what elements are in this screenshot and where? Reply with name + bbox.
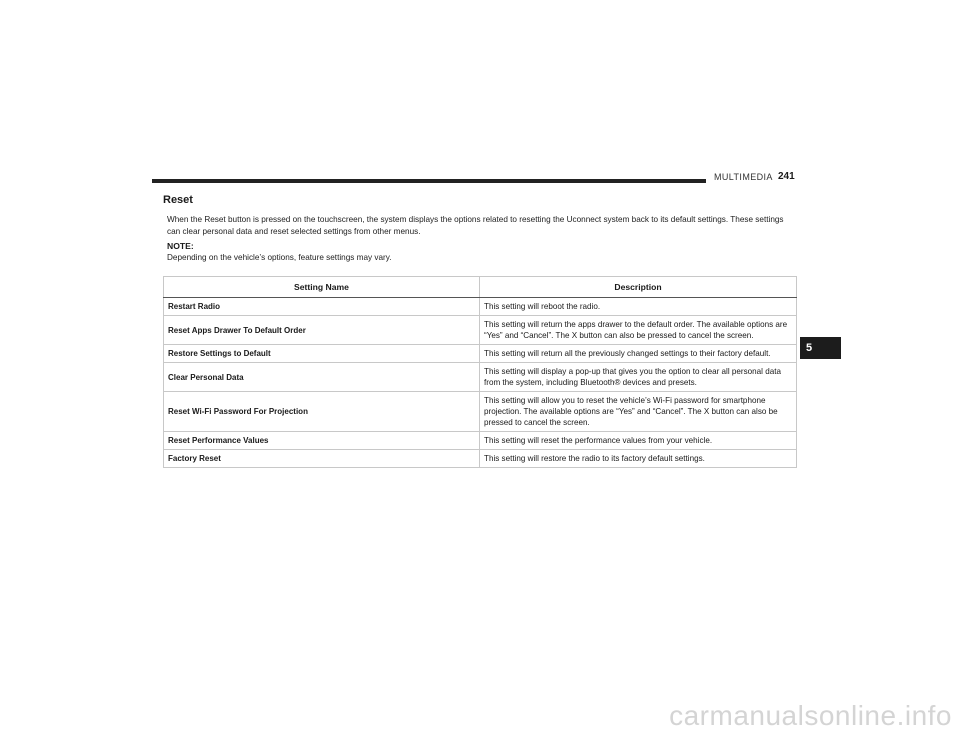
table-row: [164, 316, 797, 345]
setting-name-cell: Reset Apps Drawer To Default Order: [164, 316, 480, 345]
setting-description-cell: This setting will allow you to reset the vehicle’s Wi-Fi password for smartphone projection. The available options are “Yes” and “Cancel”. The X button can also be pressed to cancel the screen.: [480, 392, 797, 432]
setting-description-cell: This setting will reset the performance values from your vehicle.: [480, 432, 797, 450]
header-section-title: MULTIMEDIA: [714, 172, 773, 182]
table-header-row: [164, 277, 797, 298]
reset-settings-table: [163, 276, 797, 468]
chapter-tab: 5: [800, 337, 841, 359]
section-title: Reset: [163, 194, 193, 206]
setting-name-cell: Factory Reset: [164, 450, 480, 468]
page-number: 241: [778, 171, 795, 182]
table-row: [164, 363, 797, 392]
setting-description-cell: This setting will restore the radio to its factory default settings.: [480, 450, 797, 468]
setting-name-cell: Restart Radio: [164, 298, 480, 316]
header-rule: [152, 179, 706, 183]
table-row: [164, 345, 797, 363]
intro-paragraph: When the Reset button is pressed on the touchscreen, the system displays the options related to resetting the Uconnect system back to its default settings. These settings can clear personal data and reset selected settings from other menus.: [167, 215, 784, 236]
watermark: carmanualsonline.info: [669, 700, 952, 731]
table-row: [164, 450, 797, 468]
note-title: NOTE:: [167, 241, 194, 251]
table-row: [164, 298, 797, 316]
column-header-description: Description: [480, 277, 797, 298]
setting-name-cell: Restore Settings to Default: [164, 345, 480, 363]
table-row: [164, 392, 797, 432]
setting-description-cell: This setting will display a pop-up that gives you the option to clear all personal data from the system, including Bluetooth® devices and presets.: [480, 363, 797, 392]
table-row: [164, 432, 797, 450]
setting-name-cell: Clear Personal Data: [164, 363, 480, 392]
setting-description-cell: This setting will reboot the radio.: [480, 298, 797, 316]
setting-description-cell: This setting will return the apps drawer to the default order. The available options are “Yes” and “Cancel”. The X button can also be pressed to cancel the screen.: [480, 316, 797, 345]
setting-name-cell: Reset Performance Values: [164, 432, 480, 450]
note-text: Depending on the vehicle’s options, feature settings may vary.: [167, 253, 392, 262]
setting-name-cell: Reset Wi-Fi Password For Projection: [164, 392, 480, 432]
column-header-setting-name: Setting Name: [164, 277, 480, 298]
setting-description-cell: This setting will return all the previously changed settings to their factory default.: [480, 345, 797, 363]
